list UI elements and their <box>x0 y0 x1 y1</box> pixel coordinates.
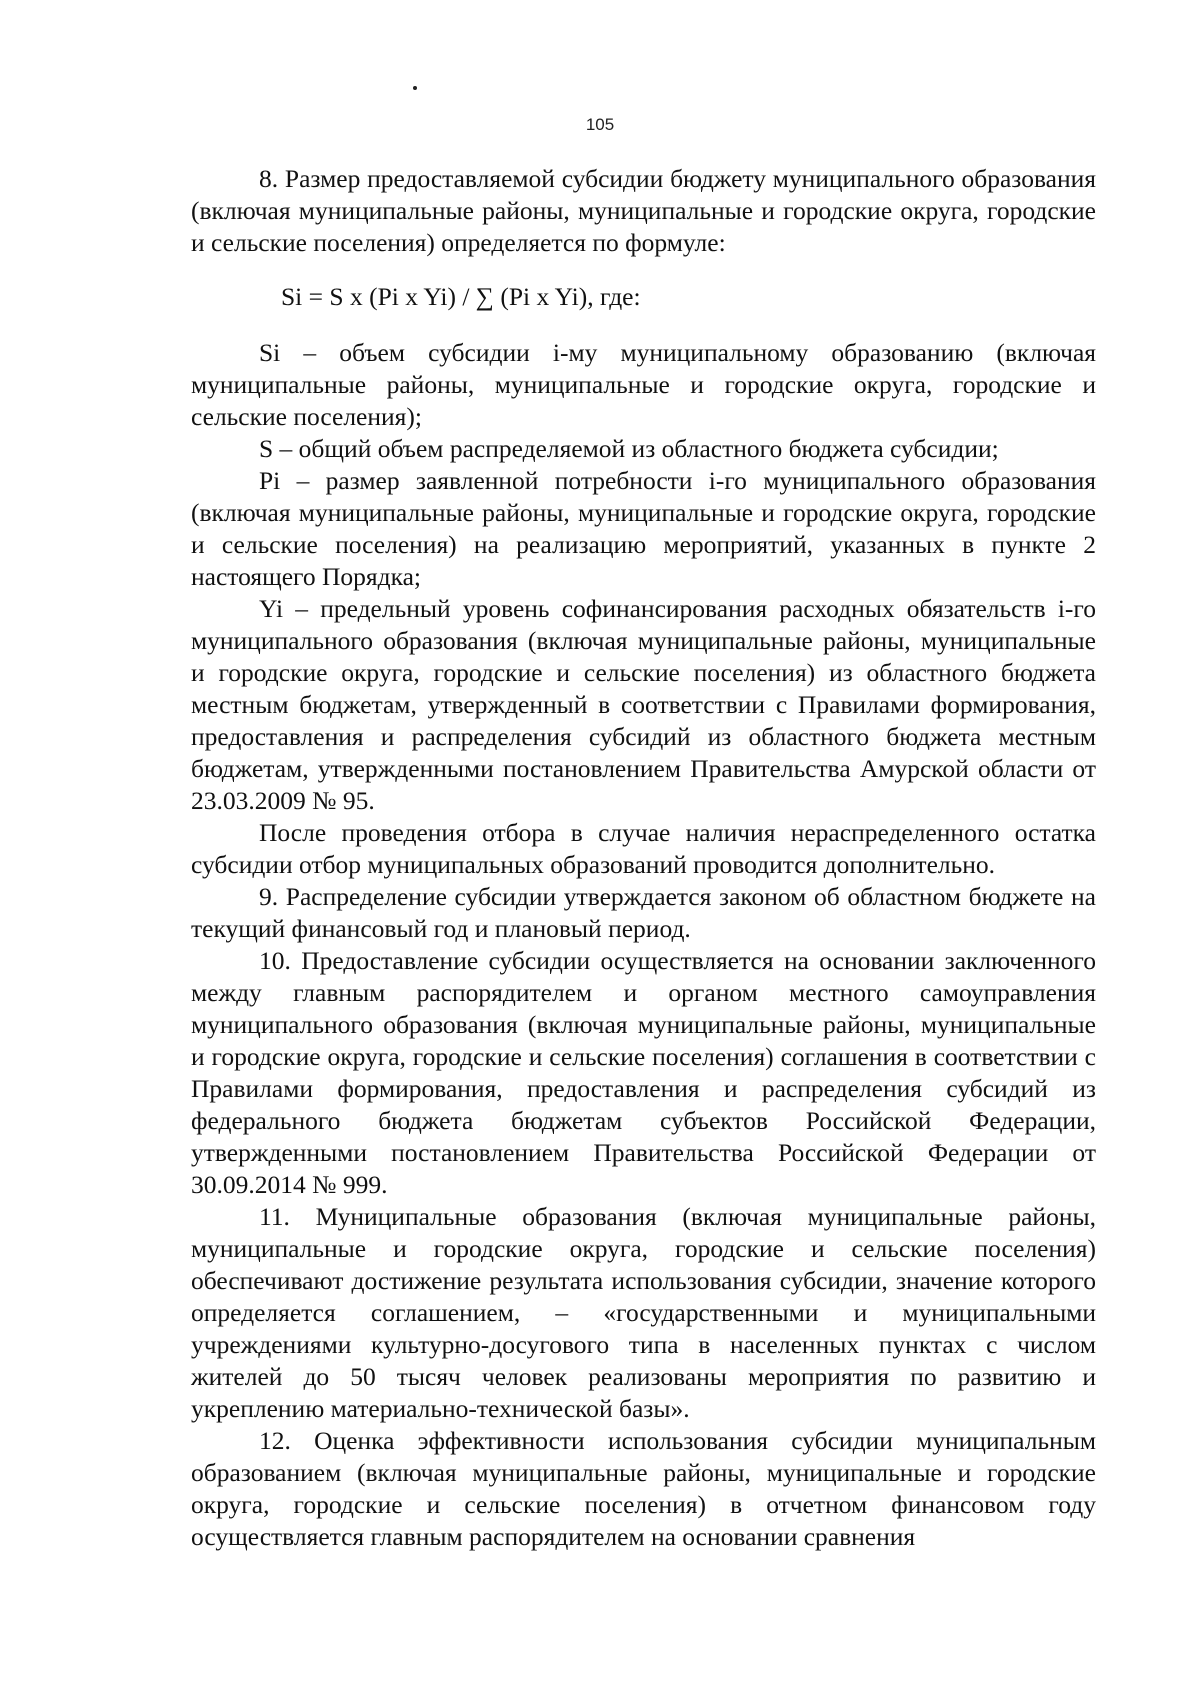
scan-speck <box>413 86 417 90</box>
document-body <box>191 163 1096 1553</box>
paragraph-s-definition: S – общий объем распределяемой из областного бюджета субсидии; <box>259 434 999 463</box>
paragraph-12: 12. Оценка эффективности использования субсидии муниципальным образованием (включая муниципальные районы, муниципальные и городские округа, городские и сельские поселения) в отчетном финансовом году осуществляется главным распорядителем на основании сравнения <box>191 1426 1096 1551</box>
paragraph-11: 11. Муниципальные образования (включая муниципальные районы, муниципальные и городские округа, городские и сельские поселения) обеспечивают достижение результата использования субсидии, значение которого определяется соглашением, – «государственными и муниципальными учреждениями культурно-досугового типа в населенных пунктах с числом жителей до 50 тысяч человек реализованы мероприятия по развитию и укреплению материально-технической базы». <box>191 1202 1096 1423</box>
paragraph-yi-definition: Yi – предельный уровень софинансирования расходных обязательств i-го муниципального образования (включая муниципальные районы, муниципальные и городские округа, городские и сельские поселения) из областного бюджета местным бюджетам, утвержденный в соответствии с Правилами формирования, предоставления и распределения субсидий из областного бюджета местным бюджетам, утвержденными постановлением Правительства Амурской области от 23.03.2009 № 95. <box>191 594 1096 815</box>
page-number: 105 <box>585 115 615 134</box>
paragraph-10: 10. Предоставление субсидии осуществляется на основании заключенного между главным распорядителем и органом местного самоуправления муниципального образования (включая муниципальные районы, муниципальные и городские округа, городские и сельские поселения) соглашения в соответствии с Правилами формирования, предоставления и распределения субсидий из федерального бюджета бюджетам субъектов Российской Федерации, утвержденными постановлением Правительства Российской Федерации от 30.09.2014 № 999. <box>191 946 1096 1199</box>
formula: Si = S x (Pi x Yi) / ∑ (Pi x Yi), где: <box>281 282 641 311</box>
paragraph-si-definition: Si – объем субсидии i-му муниципальному образованию (включая муниципальные районы, муниципальные и городские округа, городские и сельские поселения); <box>191 338 1096 431</box>
paragraph-pi-definition: Pi – размер заявленной потребности i-го муниципального образования (включая муниципальные районы, муниципальные и городские округа, городские и сельские поселения) на реализацию мероприятий, указанных в пункте 2 настоящего Порядка; <box>191 466 1096 591</box>
paragraph-additional-selection: После проведения отбора в случае наличия нераспределенного остатка субсидии отбор муниципальных образований проводится дополнительно. <box>191 818 1096 879</box>
paragraph-9: 9. Распределение субсидии утверждается законом об областном бюджете на текущий финансовый год и плановый период. <box>191 882 1096 943</box>
paragraph-8: 8. Размер предоставляемой субсидии бюджету муниципального образования (включая муниципальные районы, муниципальные и городские округа, городские и сельские поселения) определяется по формуле: <box>191 164 1096 257</box>
